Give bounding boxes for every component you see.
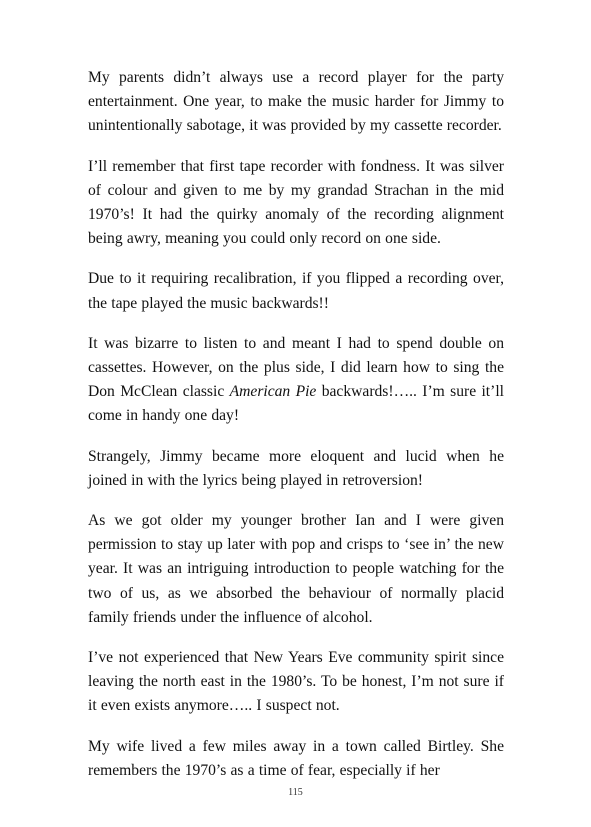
paragraph-recalibration: Due to it requiring recalibration, if you flipped a recording over, the tape played the music backwards!!	[88, 270, 504, 312]
paragraph-new-year-permission: As we got older my younger brother Ian and I were given permission to stay up later with pop and crisps to ‘see in’ the new year. It was an intriguing introduction to people watching for the two of us, as we absorbed the behaviour of normally placid family friends under the influence of alcohol.	[88, 512, 504, 626]
paragraph-american-pie-start: It was bizarre to listen to and meant I had to spend double on cassettes. However, on the plus side, I did learn how to sing the Don McClean classic	[88, 334, 504, 401]
paragraph-tape-recorder-memory: I’ll remember that first tape recorder with fondness. It was silver of colour and given to me by my grandad Strachan in the mid 1970’s! It had the quirky anomaly of the recording alignment being awry, meaning you could only record on one side.	[88, 157, 504, 248]
song-title-american-pie: American Pie	[229, 383, 317, 401]
paragraph-cassette-recorder: My parents didn’t always use a record player for the party entertainment. One year, to make the music harder for Jimmy to unintentionally sabotage, it was provided by my cassette recorder.	[88, 69, 504, 135]
paragraph-wife-birtley: My wife lived a few miles away in a town called Birtley. She remembers the 1970’s as a time of fear, especially if her	[88, 737, 504, 779]
paragraph-american-pie	[88, 332, 504, 429]
paragraph-community-spirit: I’ve not experienced that New Years Eve community spirit since leaving the north east in the 1980’s. To be honest, I’m not sure if it even exists anymore….. I suspect not.	[88, 649, 504, 715]
page-number: 115	[288, 787, 303, 798]
paragraph-jimmy-retroversion: Strangely, Jimmy became more eloquent and lucid when he joined in with the lyrics being played in retroversion!	[88, 447, 504, 489]
page-body	[88, 66, 504, 799]
paragraph-american-pie-end: backwards!….. I’m sure it’ll come in handy one day!	[88, 383, 504, 425]
